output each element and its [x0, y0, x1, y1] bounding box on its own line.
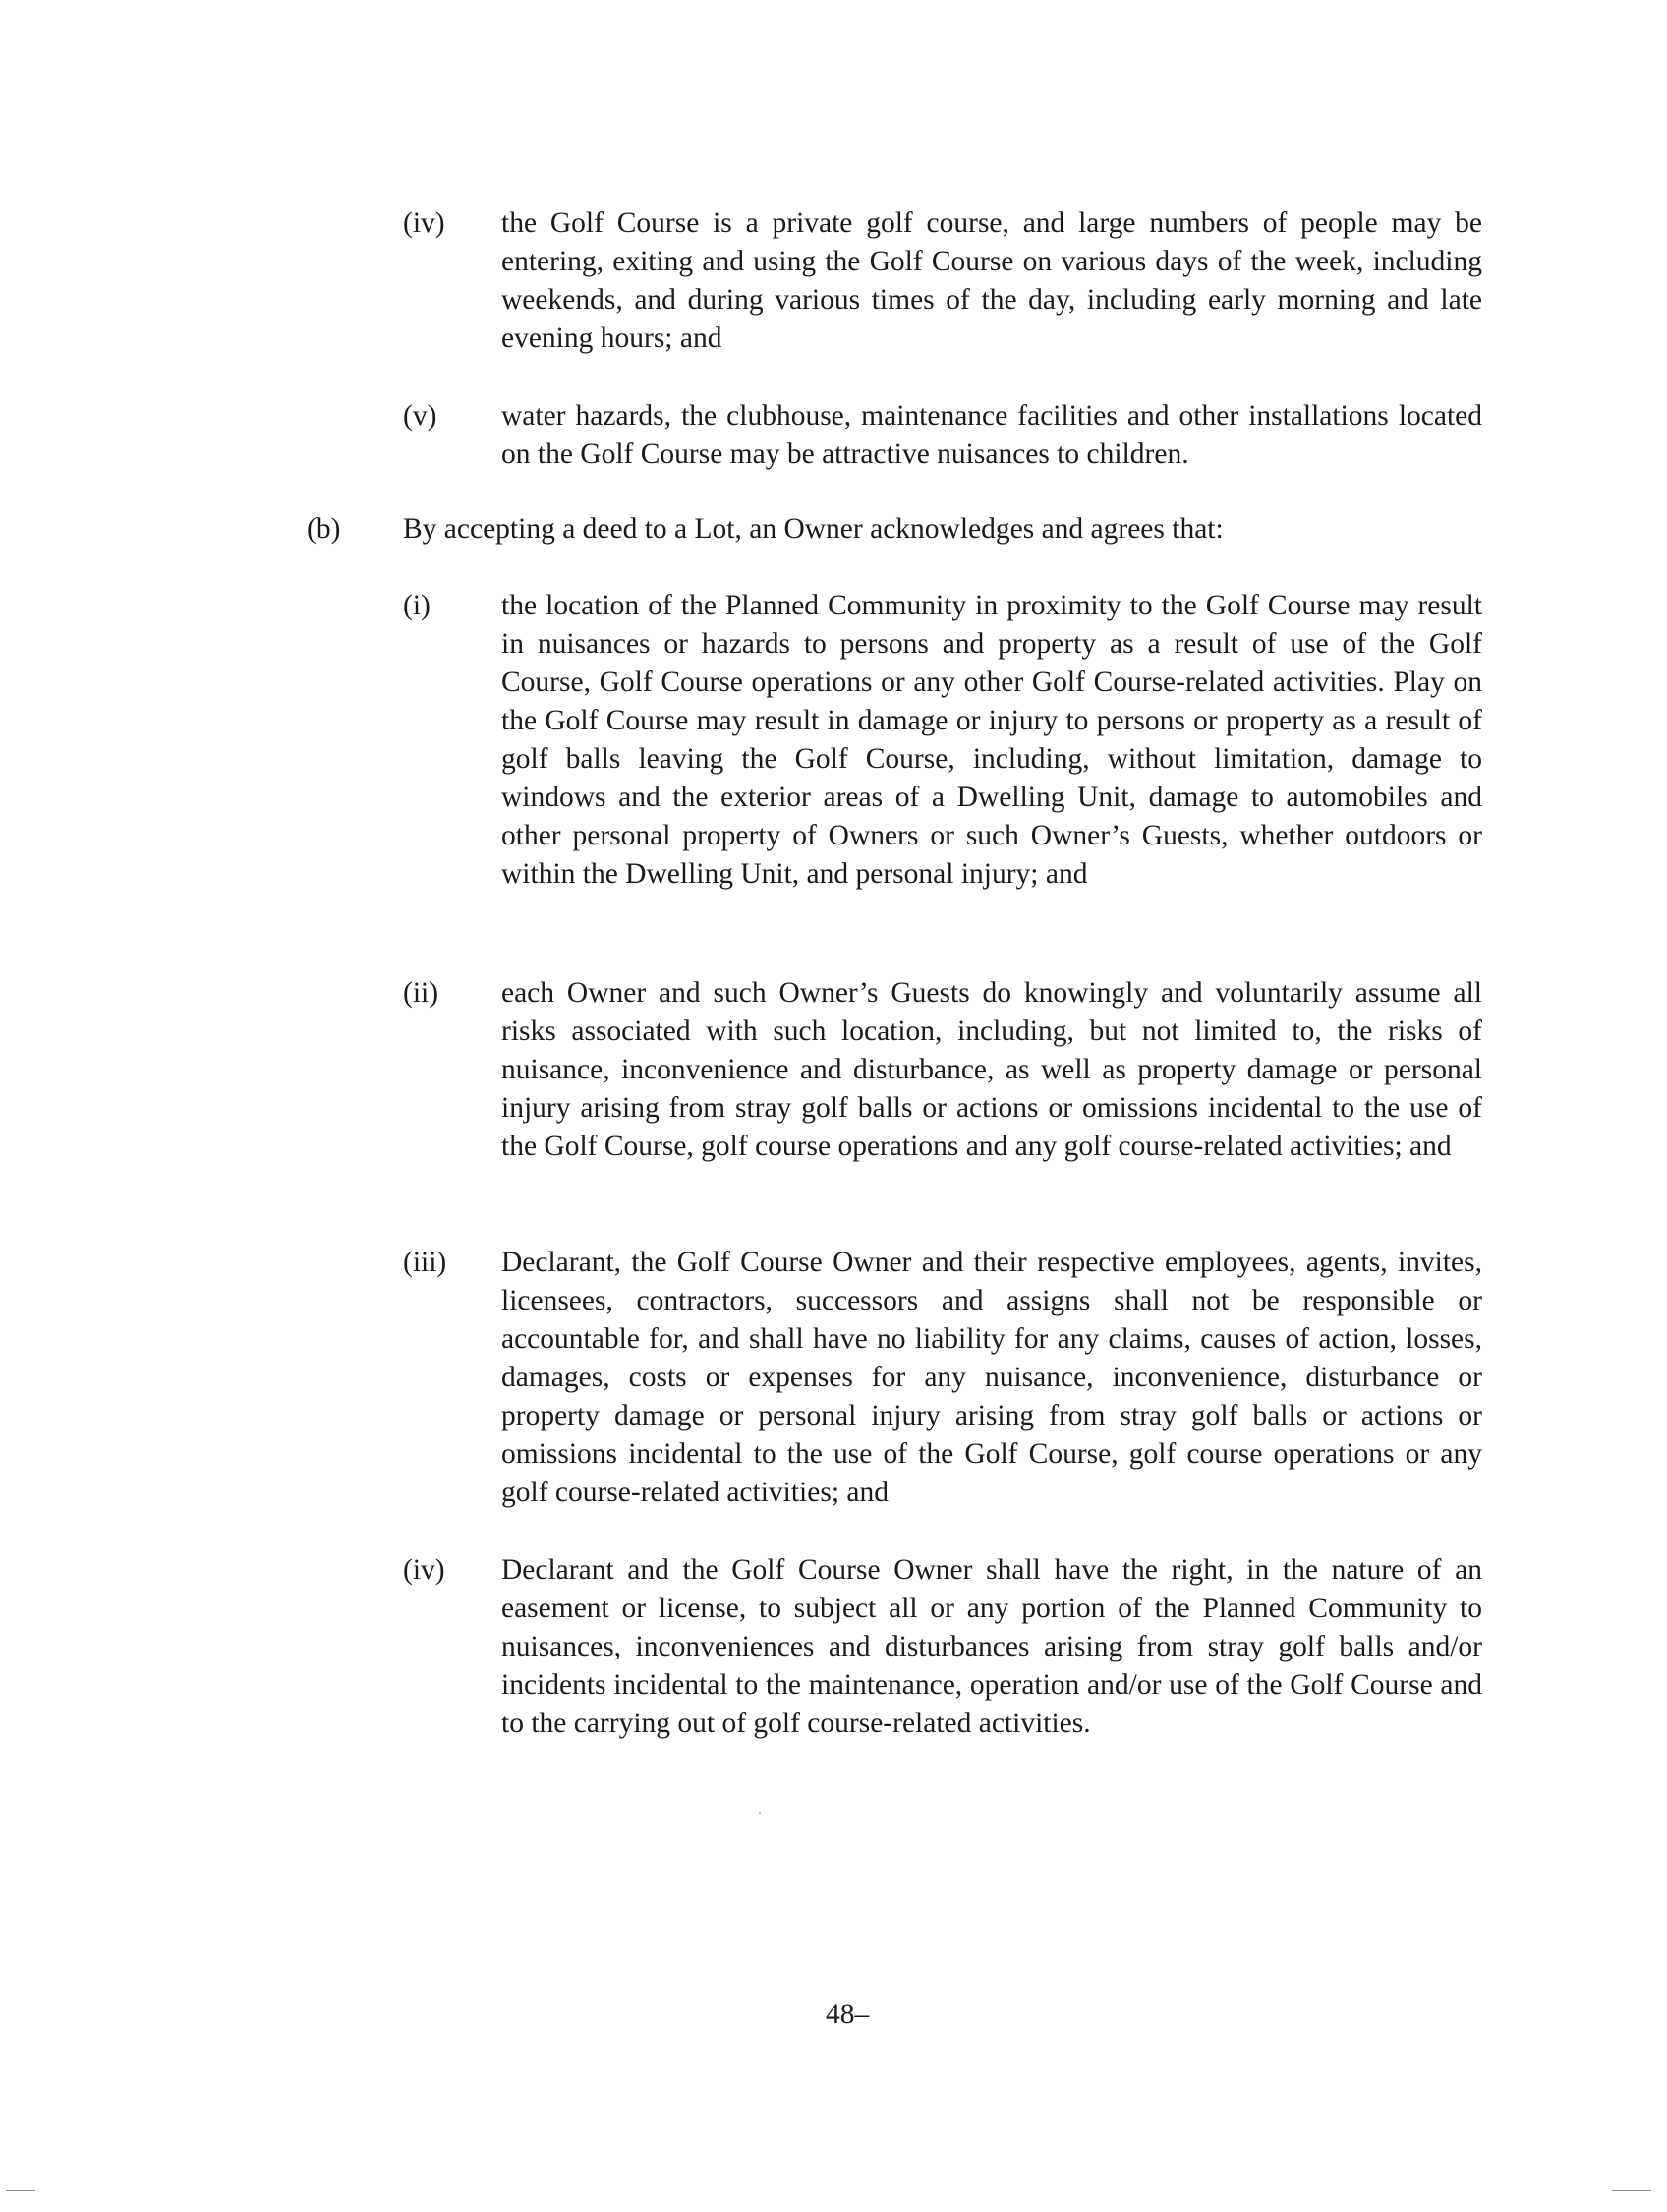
page-number: 48– [826, 1999, 870, 2030]
clause-marker: (i) [403, 590, 431, 621]
clause-text: the Golf Course is a private golf course, and large numbers of people may be entering, exiting and using the Golf Course on various days of the week, including weekends, and during various times of the day, including early morning and late evening hours; and [501, 207, 1482, 354]
clause-marker: (iii) [403, 1247, 447, 1278]
clause-text: By accepting a deed to a Lot, an Owner acknowledges and agrees that: [403, 513, 1224, 545]
clause-text: water hazards, the clubhouse, maintenance facilities and other installations located on the Golf Course may be attractive nuisances to children. [501, 400, 1482, 470]
clause-text: each Owner and such Owner’s Guests do knowingly and voluntarily assume all risks associated with such location, including, but not limited to, the risks of nuisance, inconvenience and disturbance, as well as property damage or personal injury arising from stray golf balls or actions or omissions incidental to the use of the Golf Course, golf course operations and any golf course-related activities; and [501, 977, 1482, 1162]
clause-marker: (ii) [403, 977, 439, 1009]
clause-marker: (v) [403, 400, 437, 432]
scan-mark-right [1612, 2190, 1651, 2191]
scan-speck [759, 1812, 761, 1814]
clause-marker: (b) [307, 513, 341, 545]
clause-text: Declarant, the Golf Course Owner and their respective employees, agents, invites, licensees, contractors, successors and assigns shall not be responsible or accountable for, and shall have no liability for any claims, causes of action, losses, damages, costs or expenses for any nuisance, inconvenience, disturbance or property damage or personal injury arising from stray golf balls or actions or omissions incidental to the use of the Golf Course, golf course operations or any golf course-related activities; and [501, 1247, 1482, 1508]
scan-mark-left [6, 2190, 35, 2191]
clause-text: the location of the Planned Community in proximity to the Golf Course may result in nuisances or hazards to persons and property as a result of use of the Golf Course, Golf Course operations or any other Golf Course-related activities. Play on the Golf Course may result in damage or injury to persons or property as a result of golf balls leaving the Golf Course, including, without limitation, damage to windows and the exterior areas of a Dwelling Unit, damage to automobiles and other personal property of Owners or such Owner’s Guests, whether outdoors or within the Dwelling Unit, and personal injury; and [501, 590, 1482, 890]
clause-text: Declarant and the Golf Course Owner shall have the right, in the nature of an easement or license, to subject all or any portion of the Planned Community to nuisances, inconveniences and disturbances arising from stray golf balls and/or incidents incidental to the maintenance, operation and/or use of the Golf Course and to the carrying out of golf course-related activities. [501, 1554, 1482, 1739]
clause-marker: (iv) [403, 207, 445, 239]
clause-marker: (iv) [403, 1554, 445, 1586]
